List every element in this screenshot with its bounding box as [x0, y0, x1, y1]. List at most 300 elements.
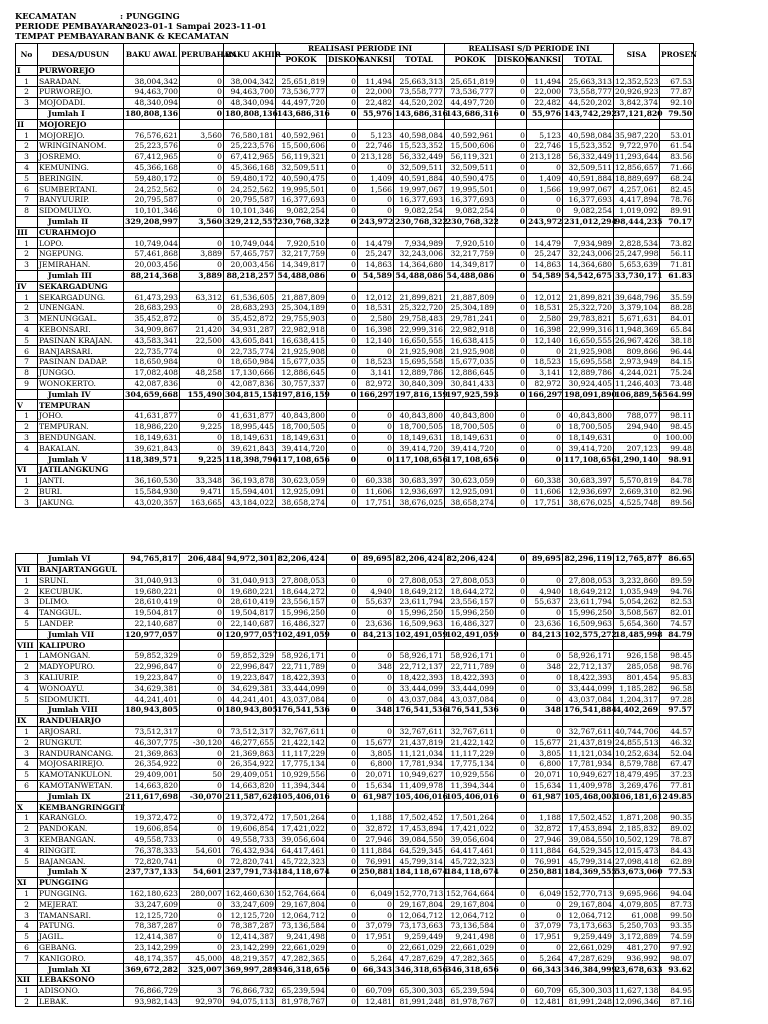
total-ini: 9,259,449 [394, 931, 445, 942]
sanksi-ini: 89,695 [358, 554, 394, 565]
sanksi-ini: 15,677 [358, 737, 394, 748]
row-number: 3 [16, 672, 38, 683]
total-sd: 7,934,989 [563, 238, 614, 249]
pokok-ini: 27,808,053 [276, 575, 327, 586]
sanksi-ini: 166,297 [359, 389, 394, 399]
empty-cell [276, 281, 327, 292]
diskon-ini: 0 [327, 780, 358, 791]
sanksi-sd: 11,606 [527, 486, 563, 497]
pokok-sd: 12,886,645 [445, 367, 496, 378]
sanksi-ini: 12,012 [358, 292, 394, 303]
empty-cell [276, 975, 327, 986]
desa-name: Jumlah III [38, 270, 124, 281]
diskon-sd: 0 [496, 910, 527, 921]
perubahan: 0 [180, 378, 224, 389]
baku-awal: 39,621,843 [124, 443, 180, 454]
sisa: 801,454 [614, 672, 660, 683]
pokok-ini: 16,377,693 [276, 195, 327, 206]
header-label: TEMPAT PEMBAYARAN [15, 31, 125, 41]
pokok-sd: 30,841,433 [445, 378, 496, 389]
table-row [16, 856, 694, 867]
row-number: 1 [16, 475, 38, 486]
total-sd: 33,444,099 [563, 683, 614, 694]
sisa: 5,054,262 [614, 597, 660, 608]
baku-akhir: 329,212,557 [225, 217, 278, 227]
subtotal-row [16, 867, 694, 878]
pokok-sd: 197,925,593 [446, 389, 499, 399]
total-ini: 73,173,663 [394, 921, 445, 932]
baku-akhir: 48,219,357 [224, 953, 276, 964]
desa-name: JEMIRAHAN. [38, 259, 124, 270]
sisa: 35,987,220 [615, 130, 659, 140]
subtotal-row [16, 791, 694, 802]
perubahan: 0 [180, 661, 224, 672]
header-value: : BANK & KECAMATAN [120, 31, 229, 41]
table-row [16, 378, 694, 389]
total-ini: 17,453,894 [394, 823, 445, 834]
empty-cell [614, 400, 660, 411]
sanksi-sd: 0 [527, 942, 563, 953]
diskon-ini: 0 [327, 899, 358, 910]
total-ini: 32,767,611 [394, 726, 445, 737]
sanksi-ini: 0 [358, 575, 394, 586]
empty-cell [660, 564, 694, 575]
empty-cell [496, 975, 527, 986]
table-row [16, 888, 694, 899]
baku-awal: 120,977,057 [125, 629, 178, 639]
diskon-sd: 0 [496, 737, 527, 748]
sanksi-sd: 0 [527, 421, 563, 432]
diskon-sd: 0 [496, 130, 527, 141]
baku-akhir: 94,972,301 [224, 554, 276, 565]
group-number: III [16, 227, 38, 238]
header-row-1 [16, 44, 694, 55]
row-number: 6 [16, 942, 38, 953]
desa-name: MENUNGGAL. [38, 313, 124, 324]
total-sd: 30,683,397 [563, 475, 614, 486]
sanksi-ini: 348 [358, 661, 394, 672]
table-row [16, 411, 694, 422]
sanksi-ini: 2,580 [358, 313, 394, 324]
pokok-sd: 21,887,809 [445, 292, 496, 303]
baku-awal: 78,387,287 [124, 921, 180, 932]
pokok-sd: 29,781,241 [445, 313, 496, 324]
perubahan: 0 [180, 856, 224, 867]
empty-cell [394, 65, 445, 76]
total-sd: 23,611,794 [563, 597, 614, 608]
total-ini: 56,332,449 [394, 151, 445, 162]
table-row [16, 780, 694, 791]
desa-name: GEBANG. [38, 942, 124, 953]
group-number: VIII [16, 640, 38, 651]
baku-akhir: 48,340,094 [224, 97, 276, 108]
sanksi-sd: 0 [527, 575, 563, 586]
baku-awal: 46,307,775 [124, 737, 180, 748]
diskon-ini: 0 [327, 292, 358, 303]
pokok-sd: 15,996,250 [445, 607, 496, 618]
baku-awal: 26,354,922 [124, 759, 180, 770]
table-row [16, 432, 694, 443]
total-sd: 18,149,631 [563, 432, 614, 443]
total-sd: 22,999,316 [563, 324, 614, 335]
pokok-sd: 16,486,327 [445, 618, 496, 629]
perubahan: 0 [180, 195, 224, 206]
prosen: 68.24 [660, 173, 694, 184]
desa-name: KEBONSARI. [38, 324, 124, 335]
row-number: 3 [16, 497, 38, 508]
perubahan: 0 [180, 184, 224, 195]
diskon-sd: 0 [496, 151, 527, 162]
table-row [16, 195, 694, 206]
group-name: TEMPURAN [38, 400, 124, 411]
perubahan: 0 [180, 443, 224, 454]
empty-cell [563, 227, 614, 238]
pokok-ini: 14,349,817 [276, 259, 327, 270]
sisa: 2,669,310 [614, 486, 660, 497]
perubahan: 0 [180, 910, 224, 921]
baku-akhir: 57,465,757 [224, 249, 276, 260]
prosen: 95.83 [660, 672, 694, 683]
empty-cell [327, 65, 358, 76]
pokok-ini: 18,149,631 [276, 432, 327, 443]
baku-awal: 180,808,136 [125, 109, 178, 119]
pokok-col-header: POKOK [276, 54, 327, 65]
pokok-sd: 39,414,720 [445, 443, 496, 454]
row-number: 5 [16, 769, 38, 780]
diskon-sd: 0 [496, 575, 527, 586]
prosen: 73.82 [660, 238, 694, 249]
empty-cell [276, 877, 327, 888]
total-ini: 15,523,352 [394, 141, 445, 152]
table-row [16, 910, 694, 921]
sanksi-sd: 3,805 [527, 748, 563, 759]
pokok-ini: 16,486,327 [276, 618, 327, 629]
total-sd: 39,084,550 [563, 834, 614, 845]
group-number: VI [16, 465, 38, 476]
perubahan: 0 [180, 76, 224, 87]
sanksi-sd: 2,580 [527, 313, 563, 324]
sanksi-ini: 348 [358, 705, 394, 716]
pokok-ini: 32,767,611 [276, 726, 327, 737]
prosen: 99.50 [660, 910, 694, 921]
diskon-sd: 0 [496, 421, 527, 432]
perubahan: 0 [180, 726, 224, 737]
sanksi-sd: 0 [527, 195, 563, 206]
baku-akhir: 76,432,934 [224, 845, 276, 856]
desa-name: BANYUURIP. [38, 195, 124, 206]
row-number [16, 867, 38, 878]
table-row [16, 769, 694, 780]
baku-awal-col-header: BAKU AWAL [124, 44, 180, 66]
desa-name: TEMPURAN. [38, 421, 124, 432]
empty-cell [276, 715, 327, 726]
perubahan-col-header: PERUBAHAN [180, 44, 224, 66]
total-sd: 17,781,934 [563, 759, 614, 770]
row-number: 6 [16, 346, 38, 357]
pokok-sd: 44,497,720 [445, 97, 496, 108]
pokok-ini: 9,082,254 [276, 205, 327, 216]
total-sd: 58,926,171 [563, 651, 614, 662]
sisa: 4,402,269 [614, 705, 660, 716]
baku-akhir: 12,414,387 [224, 931, 276, 942]
pokok-sd: 12,064,712 [445, 910, 496, 921]
pokok-sd: 9,082,254 [445, 205, 496, 216]
baku-awal: 45,366,168 [124, 162, 180, 173]
empty-cell [327, 877, 358, 888]
total-ini: 30,683,397 [394, 475, 445, 486]
row-number [16, 964, 38, 975]
diskon-sd: 0 [496, 238, 527, 249]
pokok-sd: 143,686,316 [446, 109, 499, 119]
sanksi-ini: 0 [358, 432, 394, 443]
table-row [16, 475, 694, 486]
desa-name: RUNGKUT. [38, 737, 124, 748]
baku-akhir: 72,820,741 [224, 856, 276, 867]
empty-cell [180, 802, 224, 813]
pokok-sd: 184,118,674 [446, 867, 499, 877]
diskon-ini: 0 [327, 216, 358, 227]
row-number: 3 [16, 910, 38, 921]
diskon-ini: 0 [327, 97, 358, 108]
baku-akhir: 94,075,113 [224, 996, 276, 1007]
desa-name: BAKALAN. [38, 443, 124, 454]
header-label: KECAMATAN [15, 11, 77, 21]
pokok-sd: 17,501,264 [445, 813, 496, 824]
header-row [15, 21, 267, 31]
empty-cell [124, 640, 180, 651]
sisa: 8,579,788 [614, 759, 660, 770]
baku-akhir: 162,460,630 [224, 888, 276, 899]
pokok-ini: 29,167,804 [276, 899, 327, 910]
desa-name: MOJOREJO. [38, 130, 124, 141]
empty-cell [358, 877, 394, 888]
table-row [16, 130, 694, 141]
row-number: 1 [16, 411, 38, 422]
sisa: 23,678,633 [615, 964, 663, 974]
pokok-ini: 102,491,059 [277, 629, 330, 639]
row-number: 1 [16, 985, 38, 996]
empty-cell [445, 227, 496, 238]
sanksi-sd: 0 [527, 683, 563, 694]
sanksi-sd: 20,071 [527, 769, 563, 780]
sanksi-sd: 0 [527, 443, 563, 454]
diskon-sd: 0 [496, 618, 527, 629]
total-ini: 11,409,978 [394, 780, 445, 791]
total-sd: 82,296,119 [564, 554, 612, 564]
sanksi-sd: 0 [527, 726, 563, 737]
group-name: MOJOREJO [38, 119, 124, 130]
prosen: 77.53 [660, 867, 694, 878]
empty-cell [614, 802, 660, 813]
baku-akhir: 304,815,158 [225, 389, 278, 399]
baku-awal: 28,610,419 [124, 597, 180, 608]
sanksi-sd: 12,012 [527, 292, 563, 303]
baku-awal: 76,576,621 [124, 130, 180, 141]
empty-cell [358, 715, 394, 726]
pokok-sd: 32,767,611 [445, 726, 496, 737]
empty-cell [496, 281, 527, 292]
total-ini: 21,437,819 [394, 737, 445, 748]
baku-awal: 38,004,342 [124, 76, 180, 87]
diskon-sd: 0 [496, 270, 527, 281]
empty-cell [124, 564, 180, 575]
sanksi-ini: 4,940 [358, 586, 394, 597]
empty-cell [180, 564, 224, 575]
total-ini: 7,934,989 [394, 238, 445, 249]
row-number: 3 [16, 313, 38, 324]
empty-cell [527, 400, 563, 411]
sanksi-sd: 213,128 [527, 151, 563, 162]
empty-cell [445, 640, 496, 651]
pokok-sd: 33,444,099 [445, 683, 496, 694]
total-ini: 25,663,313 [394, 76, 445, 87]
prosen: 46.32 [660, 737, 694, 748]
empty-cell [124, 877, 180, 888]
pokok-ini: 32,217,759 [276, 249, 327, 260]
sisa: 61,008 [614, 910, 660, 921]
sanksi-ini: 3,141 [358, 367, 394, 378]
row-number: 4 [16, 162, 38, 173]
baku-akhir: 39,621,843 [224, 443, 276, 454]
sanksi-ini: 250,881 [359, 867, 394, 877]
empty-cell [563, 119, 614, 130]
baku-akhir: 18,650,984 [224, 357, 276, 368]
table-row [16, 942, 694, 953]
group-name: LEBAKSONO [38, 975, 124, 986]
empty-cell [180, 400, 224, 411]
baku-awal: 24,252,562 [124, 184, 180, 195]
baku-akhir: 44,241,401 [224, 694, 276, 705]
diskon-sd: 0 [496, 97, 527, 108]
diskon-ini: 0 [327, 238, 358, 249]
pokok-sd: 105,406,016 [446, 791, 499, 801]
sanksi-sd: 0 [527, 910, 563, 921]
total-ini: 18,422,393 [394, 672, 445, 683]
sanksi-sd: 25,247 [527, 249, 563, 260]
group-name: PURWOREJO [38, 65, 124, 76]
sanksi-ini: 6,049 [358, 888, 394, 899]
empty-cell [124, 281, 180, 292]
baku-akhir: 211,587,628 [225, 791, 278, 801]
sanksi-ini: 84,213 [358, 629, 394, 640]
baku-akhir: 25,223,576 [224, 141, 276, 152]
sisa: 25,247,998 [615, 249, 659, 259]
total-sd: 25,663,313 [563, 76, 614, 87]
subtotal-row [16, 270, 694, 281]
baku-akhir: 22,996,847 [224, 661, 276, 672]
empty-cell [180, 119, 224, 130]
baku-awal: 19,504,817 [124, 607, 180, 618]
table-row [16, 443, 694, 454]
total-ini: 230,768,322 [395, 217, 448, 227]
total-ini: 14,364,680 [394, 259, 445, 270]
empty-cell [614, 564, 660, 575]
total-ini: 40,591,884 [394, 173, 445, 184]
sanksi-sd: 89,695 [527, 554, 563, 565]
group-number: I [16, 65, 38, 76]
row-number: 4 [16, 845, 38, 856]
baku-awal: 18,149,631 [124, 432, 180, 443]
desa-name: KAMOTANWETAN. [38, 780, 124, 791]
pokok-sd: 176,541,536 [446, 705, 499, 715]
sisa: 3,508,567 [614, 607, 660, 618]
sisa: 4,525,748 [614, 497, 660, 508]
sanksi-ini: 22,000 [358, 87, 394, 98]
diskon-ini: 0 [327, 454, 358, 465]
desa-name: KANIGORO. [38, 953, 124, 964]
sisa: 10,502,129 [615, 835, 659, 845]
diskon-sd: 0 [496, 769, 527, 780]
sanksi-ini: 54,589 [358, 270, 394, 281]
empty-cell [327, 564, 358, 575]
baku-akhir: 76,580,181 [224, 130, 276, 141]
perubahan: 0 [180, 618, 224, 629]
empty-cell [563, 975, 614, 986]
sisa: 1,290,140 [614, 454, 660, 465]
group-name: KALIPURO [38, 640, 124, 651]
sanksi-sd: 14,863 [527, 259, 563, 270]
pokok-ini: 117,108,656 [277, 454, 330, 464]
prosen: 84.01 [660, 313, 694, 324]
sanksi-ini: 15,634 [358, 780, 394, 791]
table-row [16, 651, 694, 662]
diskon-ini: 0 [327, 661, 358, 672]
perubahan: -30,070 [180, 791, 224, 802]
baku-awal: 33,247,609 [124, 899, 180, 910]
total-ini: 47,287,629 [394, 953, 445, 964]
empty-cell [358, 802, 394, 813]
sanksi-ini: 17,951 [358, 931, 394, 942]
prosen: 97.92 [660, 942, 694, 953]
total-ini: 73,558,777 [394, 87, 445, 98]
sisa: 4,417,894 [614, 195, 660, 206]
pokok-ini: 15,677,035 [276, 357, 327, 368]
perubahan: 0 [180, 629, 224, 640]
empty-cell [496, 119, 527, 130]
total-ini: 22,661,029 [394, 942, 445, 953]
pokok-ini: 64,417,461 [276, 845, 327, 856]
total-sd: 16,509,963 [563, 618, 614, 629]
row-number: 3 [16, 432, 38, 443]
sanksi-sd: 17,951 [527, 931, 563, 942]
diskon-sd: 0 [496, 303, 527, 314]
group-number: XII [16, 975, 38, 986]
prosen: 71.66 [660, 162, 694, 173]
sisa: 37,121,820 [615, 109, 663, 119]
prosen: 93.35 [660, 921, 694, 932]
table-row [16, 575, 694, 586]
table-row [16, 357, 694, 368]
sanksi-col-header: SANKSI [359, 55, 393, 65]
pokok-ini: 18,700,505 [276, 421, 327, 432]
diskon-ini: 0 [327, 432, 358, 443]
group-row [16, 119, 694, 130]
total-sd: 102,575,272 [564, 629, 617, 639]
sanksi-ini: 14,863 [358, 259, 394, 270]
desa-name: MEJERAT. [38, 899, 124, 910]
diskon-sd: 0 [496, 586, 527, 597]
sisa: 285,058 [614, 661, 660, 672]
perubahan: 50 [180, 769, 224, 780]
diskon-ini: 0 [327, 575, 358, 586]
baku-awal: 304,659,668 [125, 389, 178, 399]
total-sd: 15,523,352 [563, 141, 614, 152]
sanksi-sd: 6,800 [527, 759, 563, 770]
pokok-sd: 19,995,501 [445, 184, 496, 195]
pokok-ini: 39,056,604 [276, 834, 327, 845]
sanksi-ini: 55,976 [358, 108, 394, 119]
perubahan: 0 [180, 759, 224, 770]
